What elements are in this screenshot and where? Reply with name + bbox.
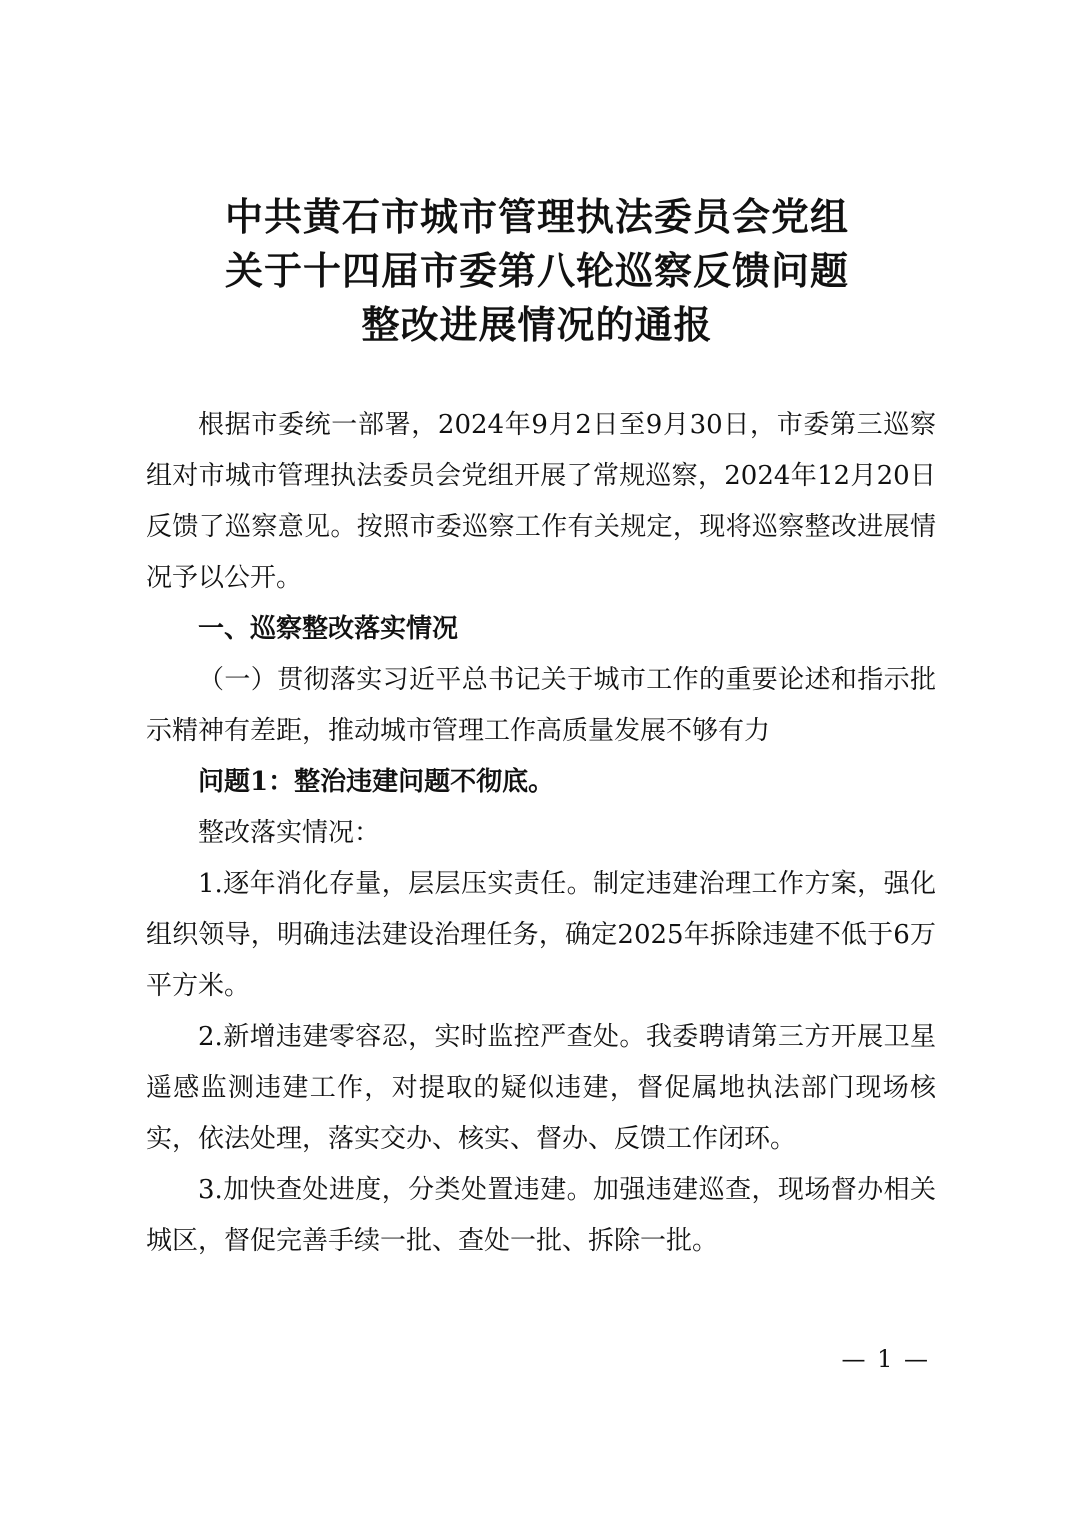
section-heading: 一、巡察整改落实情况 (198, 614, 459, 644)
measure-paragraph-3: 3.加快查处进度，分类处置违建。加强违建巡查，现场督办相关城区，督促完善手续一批、查处一批、拆除一批。 (146, 1175, 936, 1256)
subsection-heading: （一）贯彻落实习近平总书记关于城市工作的重要论述和指示批示精神有差距，推动城市管理工作高质量发展不够有力 (146, 665, 936, 746)
title-line-3: 整改进展情况的通报 (361, 303, 713, 347)
issue-heading: 问题1：整治违建问题不彻底。 (198, 767, 555, 797)
measure-paragraph-1: 1.逐年消化存量，层层压实责任。制定违建治理工作方案，强化组织领导，明确违法建设治理任务，确定2025年拆除违建不低于6万平方米。 (146, 869, 936, 1001)
document-body (146, 400, 936, 1267)
document-title (140, 190, 934, 352)
intro-paragraph: 根据市委统一部署，2024年9月2日至9月30日，市委第三巡察组对市城市管理执法委员会党组开展了常规巡察，2024年12月20日反馈了巡察意见。按照市委巡察工作有关规定，现将巡察整改进展情况予以公开。 (146, 410, 936, 593)
measure-paragraph-2: 2.新增违建零容忍，实时监控严查处。我委聘请第三方开展卫星遥感监测违建工作，对提取的疑似违建，督促属地执法部门现场核实，依法处理，落实交办、核实、督办、反馈工作闭环。 (146, 1022, 936, 1154)
page-number: — 1 — (841, 1345, 930, 1373)
rectification-label: 整改落实情况： (198, 818, 381, 848)
title-line-2: 关于十四届市委第八轮巡察反馈问题 (224, 249, 849, 293)
title-line-1: 中共黄石市城市管理执法委员会党组 (224, 195, 849, 239)
